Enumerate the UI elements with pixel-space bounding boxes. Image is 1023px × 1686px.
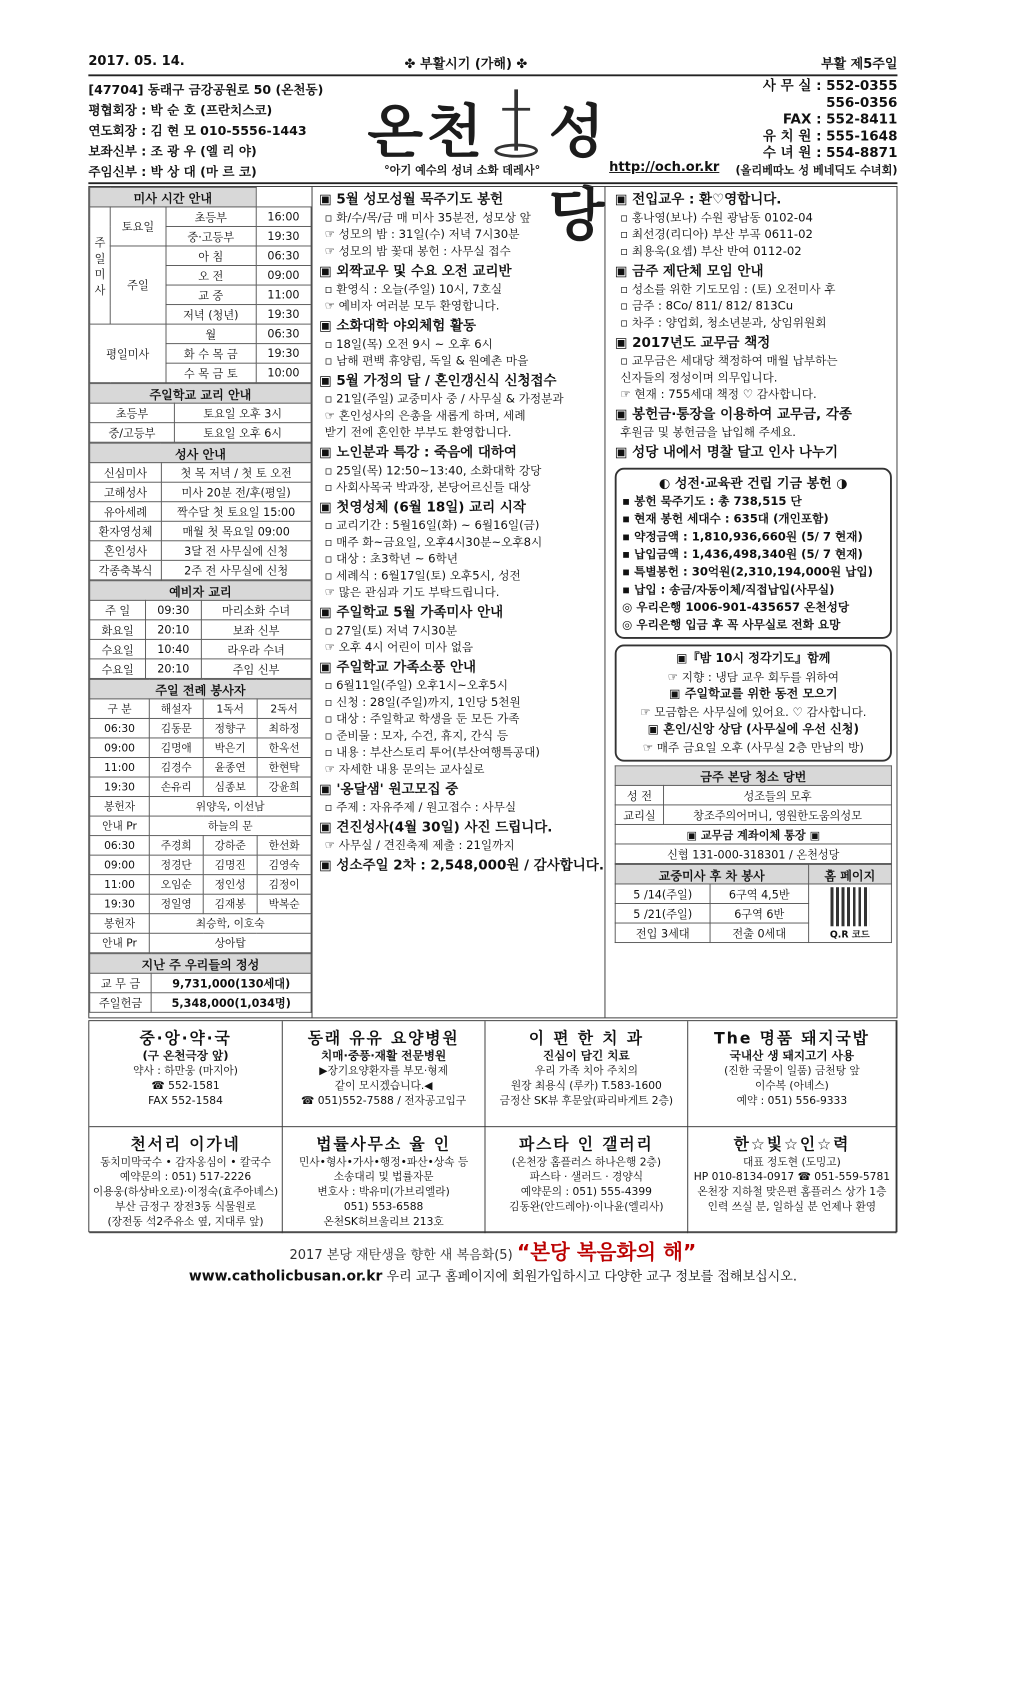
- ad-line: 부산 금정구 장전3동 식물원로: [115, 1199, 257, 1213]
- ad-name: 파스타 인 갤러리: [519, 1135, 654, 1155]
- news-heading: ▣ 노인분과 특강 : 죽음에 대하여: [319, 444, 600, 463]
- ad-line: 우리 가족 치아 주치의: [534, 1063, 638, 1077]
- news-line: ▫ 준비물 : 모자, 수건, 휴지, 간식 등: [324, 728, 509, 743]
- news-item: [319, 262, 600, 314]
- news-line: ▫ 대상 : 초3학년 ~ 6학년: [324, 551, 458, 566]
- news-line: ▫ 대상 : 주일학교 학생을 둔 모든 가족: [324, 711, 520, 726]
- advertisements: [88, 1020, 897, 1232]
- parish-url[interactable]: http://och.or.kr: [609, 159, 720, 175]
- ad-line: 진심이 담긴 치료: [543, 1048, 630, 1063]
- ad-line: ☎ 552-1581: [151, 1078, 220, 1092]
- news-item: [319, 444, 600, 496]
- ad-box: [89, 1021, 282, 1127]
- news-line: ☞ 자세한 내용 문의는 교사실로: [324, 761, 485, 776]
- ad-line: 금정산 SK뷰 후문앞(파리바게트 2층): [499, 1093, 674, 1107]
- ad-line: 이수복 (아녜스): [755, 1078, 829, 1092]
- ad-line: 이용웅(하상바오로)·이정숙(효주아녜스): [92, 1184, 279, 1198]
- news-column: [314, 187, 605, 1017]
- news-heading: ▣ 소화대학 야외체험 활동: [319, 317, 600, 336]
- ad-line: 인력 쓰실 분, 일하실 분 언제나 환영: [707, 1199, 877, 1213]
- season-label: ✤ 부활시기 (가해) ✤: [404, 56, 528, 72]
- notice-heading: ▣ 성당 내에서 명찰 달고 인사 나누기: [615, 444, 892, 463]
- notice-line: ▫ 성소를 위한 기도모임 : (토) 오전미사 후: [620, 281, 836, 296]
- notice-line: 신자들의 정성이며 의무입니다.: [620, 370, 778, 385]
- notice-line: ▫ 홍나영(보나) 수원 광남동 0102-04: [620, 210, 813, 225]
- news-line: 받기 전에 혼인한 부부도 환영합니다.: [324, 425, 512, 439]
- diocese-url[interactable]: www.catholicbusan.or.kr: [188, 1267, 383, 1285]
- ad-line: 예약 : 051) 556-9333: [736, 1093, 848, 1107]
- ad-line: 원장 최용식 (루카) T.583-1600: [510, 1078, 662, 1092]
- ad-name: 동래 유유 요양병원: [307, 1029, 460, 1049]
- notice-heading: ▣ 전입교우 : 환♡영합니다.: [615, 191, 892, 210]
- news-line: ☞ 많은 관심과 기도 부탁드립니다.: [324, 584, 500, 599]
- ad-line: 파스타 · 샐러드 · 경양식: [529, 1169, 644, 1183]
- news-line: ▫ 신청 : 28일(주일)까지, 1인당 5천원: [324, 694, 521, 709]
- ad-box: [89, 1127, 282, 1233]
- notice-heading: ▣ 2017년도 교무금 책정: [615, 334, 892, 353]
- news-item: [319, 498, 600, 600]
- news-heading: ▣ 주일학교 5월 가족미사 안내: [319, 604, 600, 623]
- news-line: ☞ 오후 4시 어린이 미사 없음: [324, 639, 474, 654]
- patron-tagline: °아기 예수의 성녀 소화 데레사°: [384, 163, 541, 177]
- ad-name: The 명품 돼지국밥: [713, 1029, 870, 1049]
- notice-line: ▫ 교무금은 세대당 책정하여 매월 납부하는: [620, 353, 838, 368]
- ad-box: [485, 1021, 688, 1127]
- bulletin-body: [88, 186, 897, 1018]
- ad-line: 온천장 지하철 맞은편 홈플러스 상가 1층: [697, 1184, 887, 1198]
- news-line: ☞ 혼인성사의 은총을 새롭게 하며, 세례: [324, 408, 526, 423]
- news-line: ▫ 18일(목) 오전 9시 ~ 오후 6시: [324, 336, 493, 351]
- news-item: [319, 317, 600, 369]
- ad-line: 같이 모시겠습니다.◀: [334, 1078, 433, 1092]
- sacraments-table: 성사 안내 신심미사 첫 목 저녁 / 첫 토 오전 고해성사 미사 20분 전/후(평일) 유아세례 짝수달 첫 토요일 15:00 환자영성체 매월 첫 목요일 09:00 혼인성사 3달 전 사무실에 신청 각종축복식 2주 전 사무실에 신청: [89, 443, 311, 581]
- news-heading: ▣ 외짝교우 및 수요 오전 교리반: [319, 262, 600, 281]
- news-line: ▫ 내용 : 부산스토리 투어(부산여행특공대): [324, 744, 540, 759]
- contact-numbers: 사 무 실 : 552-0355 556-0356 FAX : 552-8411 유 치 원 : 555-1648 수 녀 원 : 554-8871 (올리베따노 성 베네딕도 수녀회): [735, 79, 898, 177]
- ad-box: [688, 1127, 896, 1233]
- notice-line: ▫ 최용욱(요셉) 부산 반여 0112-02: [620, 243, 802, 258]
- news-item: [319, 604, 600, 656]
- notice-heading: ▣ 금주 제단체 모임 안내: [615, 262, 892, 281]
- news-item: [319, 818, 600, 853]
- ad-line: 동치미막국수 • 감자옹심이 • 칼국수: [100, 1155, 271, 1169]
- mass-times-table: 미사 시간 안내 주일미사 토요일 초등부 16:00 중·고등부 19:30 주일 아 침 06:30 오 전 09:00 교 중 11:00 저녁 (청년) 19:30 평일미사 월 06:30 화 수 목 금 19:30 수 목 금 토 10:00: [89, 187, 311, 383]
- building-fund-box: ◐ 성전·교육관 건립 기금 봉헌 ◑ ▪ 봉헌 묵주기도 : 총 738,515 단 ▪ 현재 봉헌 세대수 : 635대 (개인포함) ▪ 약정금액 : 1,810,936,660원 (5/ 7 현재) ▪ 납입금액 : 1,436,498,340원 (5/ 7 현재) ▪ 특별봉헌 : 30억원(2,310,194,000원 납입) ▪ 납입 : 송금/자동이체/직접납입(사무실) ◎ 우리은행 1006-901-435657 온천성당 ◎ 우리은행 입금 후 꼭 사무실로 전화 요망: [615, 468, 892, 639]
- news-heading: ▣ 성소주일 2차 : 2,548,000원 / 감사합니다.: [319, 857, 600, 876]
- news-line: ☞ 예비자 여러분 모두 환영합니다.: [324, 298, 500, 313]
- notice-item: [615, 405, 892, 440]
- ad-line: 김동완(안드레아)·이나윤(엘리사): [509, 1199, 664, 1213]
- notice-line: 후원금 및 봉헌금을 납입해 주세요.: [620, 425, 797, 439]
- news-heading: ▣ 견진성사(4월 30일) 사진 드립니다.: [319, 818, 600, 837]
- ad-line: 약사 : 하만웅 (마지아): [133, 1063, 238, 1077]
- ad-line: ▶장기요양환자를 부모·형제: [319, 1063, 448, 1077]
- sunday-school-table: 주일학교 교리 안내 초등부 토요일 오후 3시 중/고등부 토요일 오후 6시: [89, 383, 311, 443]
- news-item: [319, 658, 600, 777]
- catechumen-table: 예비자 교리 주 일 09:30 마리소화 수녀 화요일 20:10 보좌 신부 수요일 10:40 라우라 수녀 수요일 20:10 주임 신부: [89, 580, 311, 679]
- footer-diocese: www.catholicbusan.or.kr 우리 교구 홈페이지에 회원가입하시고 다양한 교구 정보를 접해보십시오.: [188, 1267, 797, 1285]
- news-heading: ▣ '옹달샘' 원고모집 중: [319, 780, 600, 799]
- notice-item: [615, 191, 892, 260]
- news-line: ▫ 주제 : 자유주제 / 원고접수 : 사무실: [324, 799, 517, 814]
- news-line: ▫ 사회사목국 박과장, 본당어르신들 대상: [324, 479, 531, 494]
- ad-line: (온천장 홈플러스 하나은행 2층): [511, 1155, 662, 1169]
- news-heading: ▣ 주일학교 가족소풍 안내: [319, 658, 600, 677]
- news-line: ☞ 성모의 밤 : 31일(수) 저녁 7시30분: [324, 226, 520, 241]
- ad-name: 법률사무소 율 인: [316, 1135, 451, 1155]
- notice-line: ▫ 차주 : 양업회, 청소년분과, 상임위원회: [620, 315, 827, 330]
- ad-box: [283, 1021, 486, 1127]
- issue-date: 2017. 05. 14.: [88, 53, 185, 69]
- ad-name: 이 편 한 치 과: [528, 1029, 644, 1049]
- notice-column: [610, 187, 896, 1017]
- notice-item: [615, 444, 892, 463]
- ad-name: 천서리 이가네: [130, 1135, 241, 1155]
- news-item: [319, 191, 600, 260]
- notice-line: ▫ 최선경(리디아) 부산 부곡 0611-02: [620, 226, 813, 241]
- ad-line: 예약문의 : 051) 555-4399: [520, 1184, 652, 1198]
- ad-line: 예약문의 : 051) 517-2226: [119, 1169, 252, 1183]
- ad-box: [688, 1021, 896, 1127]
- ad-line: 소송대리 및 법률자문: [333, 1169, 434, 1183]
- news-line: ▫ 25일(목) 12:50~13:40, 소화대학 강당: [324, 463, 542, 478]
- ad-line: (진한 국물이 일품) 금천탕 앞: [724, 1063, 860, 1077]
- ad-line: 치매·중풍·재활 전문병원: [321, 1048, 447, 1063]
- news-line: ▫ 교리기간 : 5월16일(화) ~ 6월16일(금): [324, 518, 540, 532]
- ad-name: 중·앙·약·국: [139, 1029, 232, 1049]
- ad-box: [485, 1127, 688, 1233]
- footer-slogan: 2017 본당 재탄생을 향한 새 복음화(5) “본당 복음화의 해”: [289, 1241, 697, 1265]
- tea-service-table: 교중미사 후 차 봉사 홈 페이지 5 /14(주일) 6구역 4,5반 Q.R 코드 5 /21(주일) 6구역 6반 전입 3세대 전출 0세대: [615, 864, 892, 943]
- notice-item: [615, 262, 892, 331]
- offerings-table: 지난 주 우리들의 정성 교 무 금 9,731,000(130세대) 주일헌금 5,348,000(1,034명): [89, 953, 311, 1013]
- news-line: ▫ 6월11일(주일) 오후1시~오후5시: [324, 677, 508, 692]
- notice-heading: ▣ 봉헌금·통장을 이용하여 교무금, 각종: [615, 405, 892, 424]
- cleaning-table: 금주 본당 청소 당번 성 전 성조들의 모후 교리실 창조주의어머니, 영원한도움의성모 ▣ 교무금 계좌이체 통장 ▣ 신협 131-000-318301 / 온천성당: [615, 765, 892, 864]
- cross-icon: [493, 89, 540, 160]
- ad-line: (장전동 석2주유소 옆, 지대루 앞): [107, 1214, 264, 1228]
- news-line: ▫ 환영식 : 오늘(주일) 10시, 7호실: [324, 281, 503, 296]
- notice-line: ▫ 금주 : 8Co/ 811/ 812/ 813Cu: [620, 298, 794, 313]
- liturgy-servers-table: 주일 전례 봉사자 구 분 해설자 1독서 2독서 06:30 김동문 정향구 최하정 09:00 김명애 박은기 한옥선 11:00 김경수 윤종연 한현탁 19:30 손유리 심종보 강윤희 봉헌자 위양욱, 이선남 안내 Pr 하늘의 문 06:30 주경희 강하준 한선화 09:00 정경단 김명진 김영숙 11:00 오임순 정인성 김정이 19:30 정일영 김재봉 박복순 봉헌자 최승학, 이호숙 안내 Pr 상아탑: [89, 679, 311, 953]
- notice-line: ☞ 현재 : 755세대 책정 ♡ 감사합니다.: [620, 386, 817, 401]
- ad-line: 국내산 생 돼지고기 사용: [729, 1048, 855, 1063]
- ad-line: (구 온천극장 앞): [142, 1048, 229, 1063]
- ad-line: ☎ 051)552-7588 / 전자공고입구: [301, 1093, 467, 1107]
- news-heading: ▣ 5월 가정의 달 / 혼인갱신식 신청접수: [319, 372, 600, 391]
- ad-line: 민사•형사•가사•행정•파산•상속 등: [298, 1155, 469, 1169]
- news-line: ☞ 사무실 / 견진축제 제출 : 21일까지: [324, 837, 515, 852]
- prayer-box: ▣『밤 10시 정각기도』함께 ☞ 지향 : 냉담 교우 회두를 위하여 ▣ 주일학교를 위한 동전 모으기 ☞ 모금함은 사무실에 있어요. ♡ 감사합니다. ▣ 혼인/신앙 상담 (사무실에 우선 신청) ☞ 매주 금요일 오후 (사무실 2층 만남의 방): [615, 644, 892, 761]
- ad-line: 변호사 : 박유미(가브리엘라): [317, 1184, 450, 1198]
- parish-info: [47704] 동래구 금강공원로 50 (온천동) 평협회장 : 박 순 호 (프란치스코) 연도회장 : 김 현 모 010-5556-1443 보좌신부 : 조 광 우 (엘 리 야) 주임신부 : 박 상 대 (마 르 코): [88, 82, 324, 180]
- top-bar: [88, 54, 897, 73]
- ad-box: [283, 1127, 486, 1233]
- week-label: 부활 제5주일: [820, 56, 898, 72]
- news-line: ▫ 화/수/목/금 매 미사 35분전, 성모상 앞: [324, 210, 531, 225]
- ad-line: 051) 553-6588: [343, 1199, 424, 1213]
- notice-item: [615, 334, 892, 403]
- schedule-column: [89, 187, 312, 1017]
- ad-line: FAX 552-1584: [148, 1093, 223, 1107]
- news-item: [319, 372, 600, 441]
- parish-logo: 온천 성당: [367, 86, 665, 160]
- news-item: [319, 780, 600, 815]
- news-line: ▫ 남해 편백 휴양림, 독일 & 원예촌 마을: [324, 353, 529, 368]
- news-line: ☞ 성모의 밤 꽃대 봉헌 : 사무실 접수: [324, 243, 511, 258]
- news-line: ▫ 21일(주일) 교중미사 중 / 사무실 & 가정분과: [324, 391, 564, 406]
- ad-line: HP 010-8134-0917 ☎ 051-559-5781: [693, 1169, 891, 1183]
- news-heading: ▣ 첫영성체 (6월 18일) 교리 시작: [319, 498, 600, 517]
- news-line: ▫ 매주 화~금요일, 오후4시30분~오후8시: [324, 534, 543, 549]
- news-line: ▫ 27일(토) 저녁 7시30분: [324, 623, 457, 638]
- news-heading: ▣ 5월 성모성월 묵주기도 봉헌: [319, 191, 600, 210]
- ad-line: 온천SK허브울리브 213호: [323, 1214, 444, 1228]
- news-item: [319, 857, 604, 876]
- ad-line: 대표 정도현 (도밍고): [742, 1155, 841, 1169]
- news-line: ▫ 세례식 : 6월17일(토) 오후5시, 성전: [324, 568, 521, 583]
- qr-code-icon[interactable]: [830, 887, 869, 926]
- ad-name: 한☆빛☆인☆력: [733, 1135, 851, 1155]
